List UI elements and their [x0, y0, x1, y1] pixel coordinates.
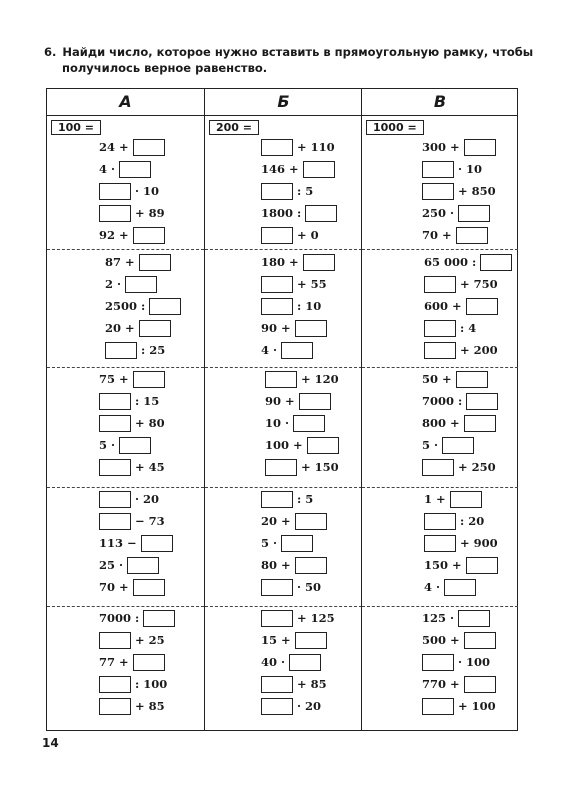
equation-row: [424, 555, 498, 573]
section-divider: [47, 249, 204, 250]
equation-term: 90 +: [261, 321, 291, 335]
equation-term: + 250: [458, 460, 496, 474]
section-divider: [205, 487, 362, 488]
equation-term: 50 +: [422, 372, 452, 386]
task-number: 6.: [44, 45, 57, 59]
answer-box[interactable]: [99, 459, 131, 476]
answer-box[interactable]: [261, 298, 293, 315]
answer-box[interactable]: [99, 415, 131, 432]
equation-term: 2 ·: [105, 277, 122, 291]
equation-term: 87 +: [105, 255, 135, 269]
equation-term: 15 +: [261, 633, 291, 647]
section-divider: [205, 249, 362, 250]
target-value-box: 1000 =: [366, 120, 424, 135]
answer-box[interactable]: [464, 139, 496, 156]
answer-box[interactable]: [464, 676, 496, 693]
equation-row: [99, 413, 165, 431]
equation-row: [424, 252, 512, 270]
equation-row: [99, 203, 165, 221]
answer-box[interactable]: [149, 298, 181, 315]
equation-row: [261, 203, 337, 221]
equation-term: : 15: [135, 394, 160, 408]
equation-term: 20 +: [105, 321, 135, 335]
equation-row: [261, 696, 321, 714]
answer-box[interactable]: [133, 579, 165, 596]
answer-box[interactable]: [295, 557, 327, 574]
equation-term: 4 ·: [99, 162, 116, 176]
answer-box[interactable]: [422, 459, 454, 476]
equation-row: [265, 391, 331, 409]
answer-box[interactable]: [281, 342, 313, 359]
answer-box[interactable]: [295, 320, 327, 337]
equation-row: [422, 674, 496, 692]
answer-box[interactable]: [261, 579, 293, 596]
equation-term: : 5: [297, 184, 314, 198]
equation-term: + 750: [460, 277, 498, 291]
answer-box[interactable]: [424, 320, 456, 337]
equation-term: : 25: [141, 343, 166, 357]
equation-term: 300 +: [422, 140, 460, 154]
equation-row: [261, 252, 335, 270]
answer-box[interactable]: [265, 459, 297, 476]
answer-box[interactable]: [458, 205, 490, 222]
answer-box[interactable]: [293, 415, 325, 432]
answer-box[interactable]: [289, 654, 321, 671]
equation-row: [99, 696, 165, 714]
equation-row: [422, 608, 490, 626]
target-value-box: 200 =: [209, 120, 259, 135]
equation-row: [424, 511, 484, 529]
equation-term: + 100: [458, 699, 496, 713]
answer-box[interactable]: [456, 227, 488, 244]
equation-row: [261, 318, 327, 336]
equation-term: · 50: [297, 580, 322, 594]
equation-term: 10 ·: [265, 416, 290, 430]
equation-term: 800 +: [422, 416, 460, 430]
task-statement: [44, 44, 534, 76]
answer-box[interactable]: [261, 276, 293, 293]
equation-term: 7000 :: [99, 611, 140, 625]
answer-box[interactable]: [442, 437, 474, 454]
equation-term: · 20: [297, 699, 322, 713]
equation-term: + 110: [297, 140, 335, 154]
equation-row: [261, 555, 327, 573]
equation-row: [261, 608, 335, 626]
equation-row: [422, 630, 496, 648]
equation-term: 113 −: [99, 536, 137, 550]
equation-row: [99, 555, 159, 573]
equation-row: [424, 274, 498, 292]
equation-term: 2500 :: [105, 299, 146, 313]
section-divider: [47, 367, 204, 368]
target-value-box: 100 =: [51, 120, 101, 135]
answer-box[interactable]: [139, 254, 171, 271]
equation-row: [99, 159, 151, 177]
answer-box[interactable]: [281, 535, 313, 552]
equation-term: 70 +: [99, 580, 129, 594]
equation-row: [105, 340, 165, 358]
equation-term: 65 000 :: [424, 255, 477, 269]
equation-row: [261, 274, 327, 292]
equation-term: 5 ·: [261, 536, 278, 550]
equation-term: 100 +: [265, 438, 303, 452]
equation-term: · 10: [458, 162, 483, 176]
column-0: [47, 89, 204, 730]
equation-term: + 25: [135, 633, 165, 647]
equation-row: [99, 435, 151, 453]
equation-term: 180 +: [261, 255, 299, 269]
answer-box[interactable]: [99, 205, 131, 222]
answer-box[interactable]: [261, 491, 293, 508]
answer-box[interactable]: [303, 254, 335, 271]
equation-row: [422, 225, 488, 243]
equation-row: [99, 577, 165, 595]
answer-box[interactable]: [133, 227, 165, 244]
section-divider: [362, 487, 518, 488]
equation-term: 500 +: [422, 633, 460, 647]
answer-box[interactable]: [458, 610, 490, 627]
answer-box[interactable]: [139, 320, 171, 337]
answer-box[interactable]: [464, 632, 496, 649]
equation-row: [261, 159, 335, 177]
answer-box[interactable]: [424, 276, 456, 293]
section-divider: [205, 606, 362, 607]
equation-row: [422, 369, 488, 387]
equation-term: 40 ·: [261, 655, 286, 669]
answer-box[interactable]: [141, 535, 173, 552]
answer-box[interactable]: [466, 298, 498, 315]
equation-term: + 200: [460, 343, 498, 357]
section-divider: [205, 367, 362, 368]
equation-row: [261, 296, 321, 314]
equation-row: [261, 533, 313, 551]
equation-row: [422, 159, 482, 177]
answer-box[interactable]: [265, 371, 297, 388]
equation-term: + 45: [135, 460, 165, 474]
answer-box[interactable]: [307, 437, 339, 454]
equation-row: [99, 608, 175, 626]
equation-row: [99, 225, 165, 243]
page-number: 14: [42, 736, 59, 750]
equation-term: · 100: [458, 655, 491, 669]
equation-term: 5 ·: [422, 438, 439, 452]
answer-box[interactable]: [133, 654, 165, 671]
equation-row: [424, 318, 476, 336]
equation-row: [422, 435, 474, 453]
equation-term: 75 +: [99, 372, 129, 386]
equation-row: [424, 577, 476, 595]
equation-row: [105, 296, 181, 314]
equation-term: + 125: [297, 611, 335, 625]
equation-term: 1 +: [424, 492, 446, 506]
answer-box[interactable]: [143, 610, 175, 627]
equation-row: [424, 533, 498, 551]
equation-row: [422, 137, 496, 155]
answer-box[interactable]: [422, 183, 454, 200]
section-divider: [362, 249, 518, 250]
equation-row: [261, 511, 327, 529]
answer-box[interactable]: [133, 139, 165, 156]
answer-box[interactable]: [125, 276, 157, 293]
answer-box[interactable]: [99, 698, 131, 715]
equation-row: [99, 533, 173, 551]
equation-term: 90 +: [265, 394, 295, 408]
equation-row: [422, 696, 496, 714]
answer-box[interactable]: [424, 342, 456, 359]
answer-box[interactable]: [464, 415, 496, 432]
section-divider: [362, 367, 518, 368]
answer-box[interactable]: [119, 437, 151, 454]
answer-box[interactable]: [295, 513, 327, 530]
equation-term: + 120: [301, 372, 339, 386]
answer-box[interactable]: [305, 205, 337, 222]
equation-row: [422, 457, 496, 475]
equation-row: [99, 511, 165, 529]
equation-term: : 10: [297, 299, 322, 313]
equation-term: 1800 :: [261, 206, 302, 220]
answer-box[interactable]: [456, 371, 488, 388]
equation-row: [265, 457, 339, 475]
equation-term: : 4: [460, 321, 477, 335]
column-1: [204, 89, 362, 730]
column-header: Б: [205, 89, 362, 116]
equation-term: 4 ·: [261, 343, 278, 357]
equation-row: [265, 413, 325, 431]
equation-row: [261, 630, 327, 648]
equation-term: 92 +: [99, 228, 129, 242]
equation-row: [261, 225, 319, 243]
answer-box[interactable]: [466, 393, 498, 410]
equation-term: 770 +: [422, 677, 460, 691]
equation-term: : 100: [135, 677, 168, 691]
equation-term: · 10: [135, 184, 160, 198]
answer-box[interactable]: [299, 393, 331, 410]
equation-term: : 5: [297, 492, 314, 506]
equation-row: [99, 181, 159, 199]
exercise-table: [46, 88, 518, 731]
equation-row: [422, 391, 498, 409]
answer-box[interactable]: [99, 393, 131, 410]
equation-row: [422, 203, 490, 221]
equation-term: 5 ·: [99, 438, 116, 452]
equation-row: [261, 489, 313, 507]
equation-row: [424, 489, 482, 507]
column-2: [361, 89, 518, 730]
equation-row: [99, 674, 167, 692]
answer-box[interactable]: [261, 610, 293, 627]
equation-row: [105, 318, 171, 336]
answer-box[interactable]: [99, 513, 131, 530]
equation-row: [422, 413, 496, 431]
answer-box[interactable]: [444, 579, 476, 596]
equation-row: [105, 274, 157, 292]
answer-box[interactable]: [424, 535, 456, 552]
equation-term: : 20: [460, 514, 485, 528]
answer-box[interactable]: [424, 513, 456, 530]
equation-term: + 55: [297, 277, 327, 291]
equation-row: [99, 137, 165, 155]
equation-term: 600 +: [424, 299, 462, 313]
equation-term: 80 +: [261, 558, 291, 572]
equation-row: [261, 340, 313, 358]
answer-box[interactable]: [119, 161, 151, 178]
column-header: А: [47, 89, 204, 116]
equation-term: + 150: [301, 460, 339, 474]
task-text-line2: получилось верное равенство.: [62, 61, 268, 75]
answer-box[interactable]: [422, 161, 454, 178]
equation-term: 146 +: [261, 162, 299, 176]
section-divider: [47, 606, 204, 607]
equation-row: [261, 674, 327, 692]
equation-term: + 85: [135, 699, 165, 713]
answer-box[interactable]: [261, 676, 293, 693]
equation-row: [99, 391, 159, 409]
equation-row: [261, 652, 321, 670]
answer-box[interactable]: [261, 227, 293, 244]
equation-row: [424, 296, 498, 314]
equation-row: [105, 252, 171, 270]
equation-row: [261, 137, 335, 155]
answer-box[interactable]: [99, 632, 131, 649]
equation-term: 20 +: [261, 514, 291, 528]
equation-term: + 900: [460, 536, 498, 550]
equation-term: 70 +: [422, 228, 452, 242]
equation-row: [424, 340, 498, 358]
answer-box[interactable]: [295, 632, 327, 649]
equation-term: 77 +: [99, 655, 129, 669]
equation-row: [422, 181, 496, 199]
answer-box[interactable]: [261, 139, 293, 156]
equation-row: [265, 369, 339, 387]
section-divider: [47, 487, 204, 488]
equation-row: [261, 181, 313, 199]
answer-box[interactable]: [261, 183, 293, 200]
equation-row: [265, 435, 339, 453]
answer-box[interactable]: [450, 491, 482, 508]
answer-box[interactable]: [480, 254, 512, 271]
equation-term: · 20: [135, 492, 160, 506]
equation-row: [99, 652, 165, 670]
answer-box[interactable]: [303, 161, 335, 178]
answer-box[interactable]: [127, 557, 159, 574]
equation-row: [99, 489, 159, 507]
equation-term: 25 ·: [99, 558, 124, 572]
answer-box[interactable]: [105, 342, 137, 359]
equation-term: + 89: [135, 206, 165, 220]
column-header: В: [362, 89, 518, 116]
answer-box[interactable]: [99, 183, 131, 200]
equation-row: [99, 369, 165, 387]
equation-row: [422, 652, 490, 670]
equation-row: [99, 630, 165, 648]
equation-term: − 73: [135, 514, 165, 528]
equation-term: 150 +: [424, 558, 462, 572]
equation-term: + 85: [297, 677, 327, 691]
equation-term: 250 ·: [422, 206, 455, 220]
task-text-line1: Найди число, которое нужно вставить в прямоугольную рамку, чтобы: [62, 45, 534, 59]
equation-term: + 80: [135, 416, 165, 430]
equation-term: + 850: [458, 184, 496, 198]
equation-row: [261, 577, 321, 595]
equation-term: 24 +: [99, 140, 129, 154]
answer-box[interactable]: [99, 491, 131, 508]
equation-term: 7000 :: [422, 394, 463, 408]
equation-term: + 0: [297, 228, 319, 242]
answer-box[interactable]: [466, 557, 498, 574]
equation-term: 125 ·: [422, 611, 455, 625]
section-divider: [362, 606, 518, 607]
answer-box[interactable]: [422, 698, 454, 715]
equation-term: 4 ·: [424, 580, 441, 594]
answer-box[interactable]: [99, 676, 131, 693]
answer-box[interactable]: [261, 698, 293, 715]
answer-box[interactable]: [133, 371, 165, 388]
answer-box[interactable]: [422, 654, 454, 671]
equation-row: [99, 457, 165, 475]
